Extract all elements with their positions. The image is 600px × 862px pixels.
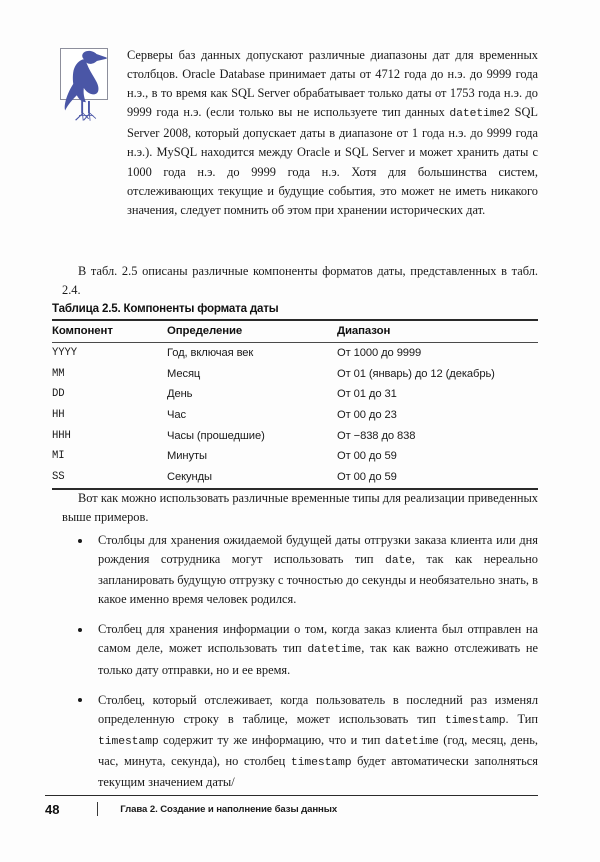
list-item [62, 620, 538, 679]
cell-range: От −838 до 838 [337, 429, 416, 442]
cell-definition: Часы (прошедшие) [167, 429, 265, 442]
bullet-1-part-2: , так как нереально запланировать будущую отгрузку с точностью до секунды и необязательно знать, в какое именно время человек родился. [98, 552, 538, 607]
bullet-3-part-5: будет автоматически заполняться текущим значением даты/ [98, 753, 538, 790]
table-row [52, 384, 538, 405]
cell-range: От 00 до 59 [337, 450, 397, 463]
table-intro-paragraph [62, 262, 538, 300]
bullet-3-code-timestamp-2: timestamp [98, 735, 159, 748]
raven-icon [60, 48, 116, 130]
table-head [52, 320, 538, 343]
bullet-2-part-1: Столбец для хранения информации о том, когда заказ клиента был отправлен на самом деле, может использовать тип [98, 622, 538, 656]
note-text-part-2: SQL Server 2008, который допускает даты в диапазоне от 1 года н.э. до 9999 года н.э.). MySQL находится между Oracle и SQL Server и может хранить даты с 1000 года н.э. до 9999 года н.э. Хотя для большинства систем, отслеживающих текущие и будущие события, это может не иметь никакого значения, следует помнить об этом при хранении исторических дат. [127, 105, 538, 217]
bullet-3-part-3: содержит ту же информацию, что и тип [158, 732, 385, 747]
cell-range: От 01 до 31 [337, 388, 397, 401]
page-number: 48 [45, 801, 60, 817]
bullet-dot-icon [78, 698, 82, 702]
bullet-3-code-timestamp-1: timestamp [444, 714, 506, 727]
note-paragraph [127, 46, 538, 220]
cell-component: YYYY [52, 347, 78, 360]
cell-component: HHH [52, 429, 71, 442]
table-row [52, 405, 538, 426]
bullet-dot-icon [78, 539, 82, 543]
footer-row [45, 801, 538, 817]
list-item [62, 691, 538, 792]
cell-component: HH [52, 409, 65, 422]
table-body [52, 343, 538, 489]
bullet-3-part-1: Столбец, который отслеживает, когда пользователь в последний раз изменял определенную строку в таблице, может использовать тип [98, 692, 538, 726]
bullet-3-code-datetime: datetime [384, 735, 439, 748]
table-row [52, 467, 538, 489]
bullet-3-code-timestamp-3: timestamp [290, 756, 352, 769]
table-header-range: Диапазон [337, 320, 538, 343]
bullet-3-part-4: (год, месяц, день, час, минута, секунда), но столбец [98, 732, 538, 768]
cell-component: MM [52, 367, 65, 380]
cell-range: От 1000 до 9999 [337, 347, 422, 360]
note-text-part-1: Серверы баз данных допускают различные диапазоны дат для временных столбцов. Oracle Database принимает даты от 4712 года до н.э. до 9999 года н.э., в то время как SQL Server обрабатывает только даты от 1753 года н.э. до 9999 года н.э. (если только вы не используете тип данных [127, 48, 538, 120]
cell-definition: Секунды [167, 467, 337, 489]
bullet-1-code-date: date [384, 555, 412, 568]
cell-definition: Месяц [167, 367, 201, 380]
cell-component: SS [52, 467, 167, 489]
footer-chapter-title: Глава 2. Создание и наполнение базы данных [120, 803, 338, 815]
bullet-list [62, 531, 538, 792]
cell-range: От 00 до 23 [337, 409, 397, 422]
table-row [52, 364, 538, 385]
raven-illustration [62, 49, 112, 127]
table-row [52, 425, 538, 446]
howto-paragraph [62, 489, 538, 527]
page-footer [45, 795, 538, 817]
cell-range: От 01 (январь) до 12 (декабрь) [337, 367, 495, 380]
cell-definition: Минуты [167, 450, 207, 463]
bullet-3-part-2: . Тип [505, 711, 539, 726]
bullet-1-part-1: Столбцы для хранения ожидаемой будущей даты отгрузки заказа клиента или дня рождения сотрудника могут использовать тип [98, 533, 538, 567]
cell-definition: Год, включая век [167, 347, 254, 360]
cell-definition: День [167, 388, 193, 401]
table-intro-text: В табл. 2.5 описаны различные компоненты форматов даты, представленных в табл. 2.4. [62, 264, 538, 298]
bullet-dot-icon [78, 628, 82, 632]
note-code-datetime2: datetime2 [449, 108, 510, 121]
table-row [52, 343, 538, 364]
date-format-components-table [52, 319, 538, 490]
cell-definition: Час [167, 409, 186, 422]
table-header-component: Компонент [52, 320, 167, 343]
note-block [60, 46, 538, 220]
cell-range: От 00 до 59 [337, 467, 538, 489]
table-header-definition: Определение [167, 320, 337, 343]
table-row [52, 446, 538, 467]
cell-component: DD [52, 388, 65, 401]
howto-text: Вот как можно использовать различные временные типы для реализации приведенных выше примеров. [62, 491, 538, 525]
table-block [52, 302, 538, 490]
table-header-row [52, 320, 538, 343]
cell-component: MI [52, 450, 65, 463]
table-caption: Таблица 2.5. Компоненты формата даты [52, 302, 279, 315]
bullet-2-part-2: , так как важно отслеживать не только дату отправки, но и ее время. [98, 641, 538, 677]
footer-rule [45, 795, 538, 796]
footer-divider [97, 802, 98, 816]
bullet-2-code-datetime: datetime [307, 644, 362, 657]
list-item [62, 531, 538, 609]
